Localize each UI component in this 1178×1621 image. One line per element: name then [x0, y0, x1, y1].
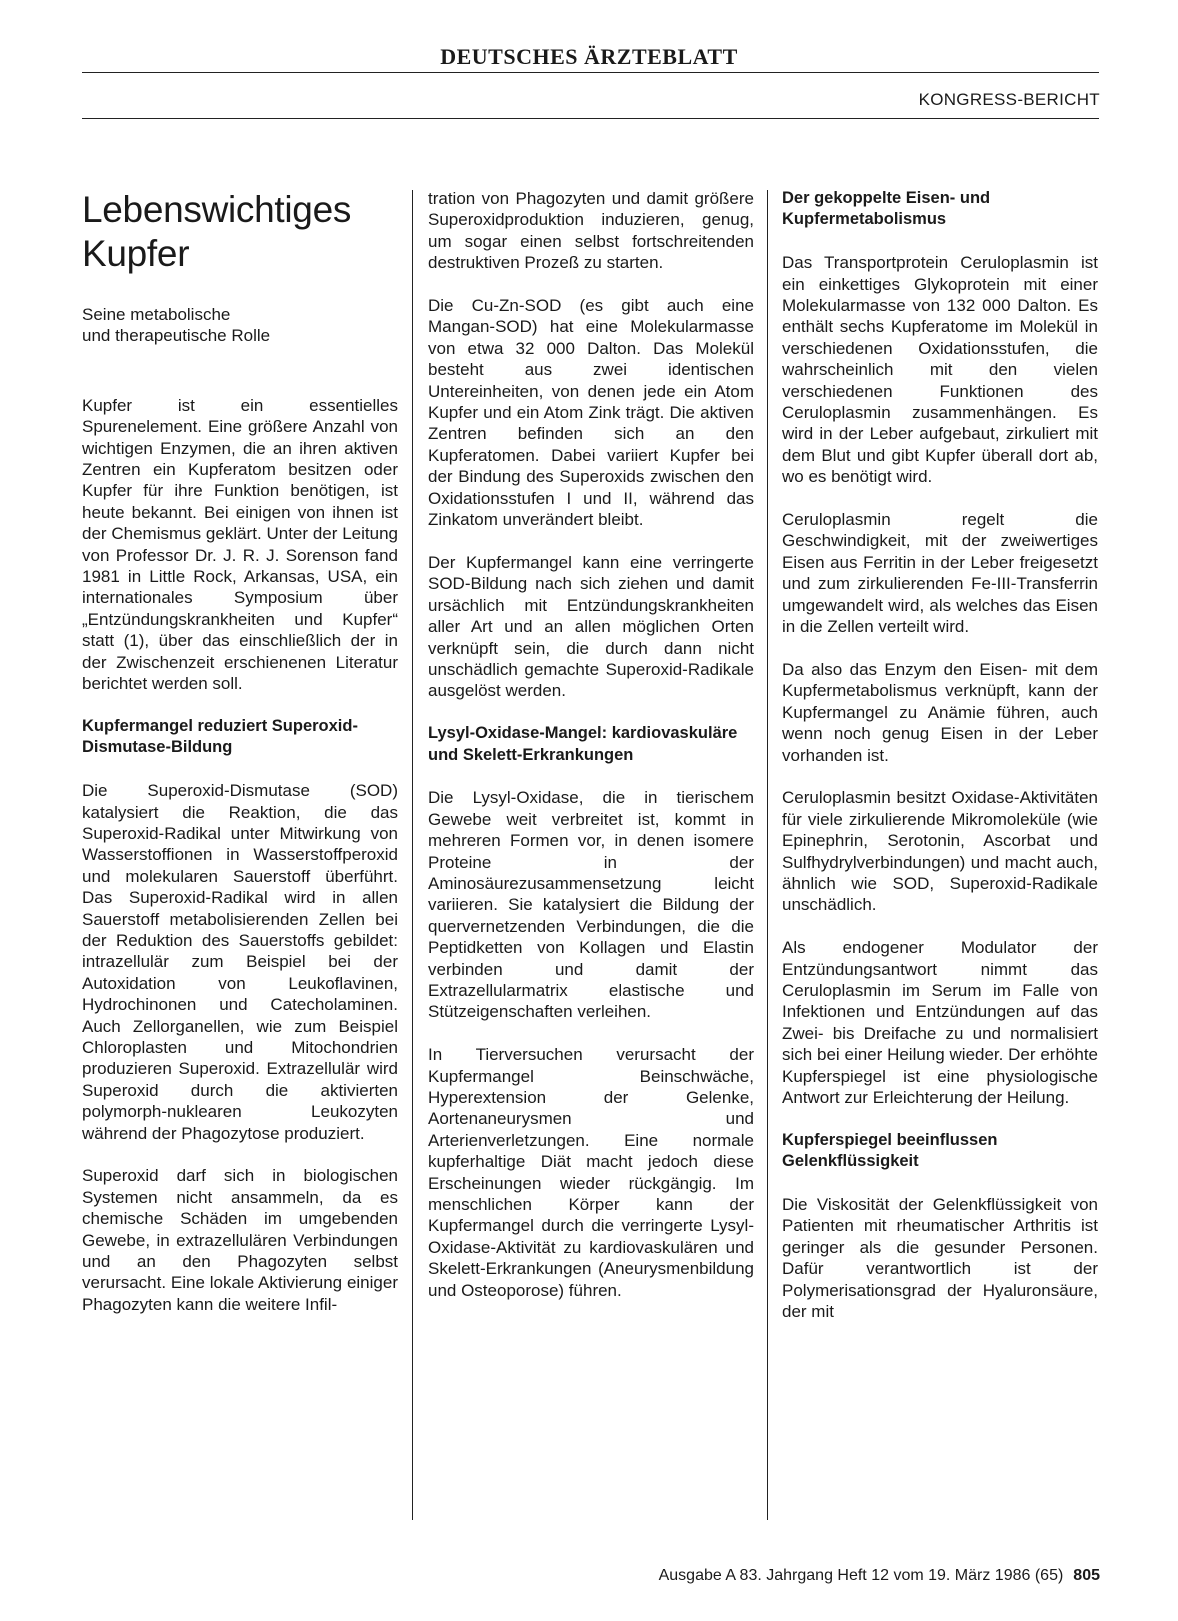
column-1	[82, 188, 398, 1337]
paragraph: Ceruloplasmin besitzt Oxidase-Aktivitäten für viele zirkulierende Mikromoleküle (wie Epinephrin, Serotonin, Ascorbat und Sulfhydrylverbindungen) und macht auch, ähnlich wie SOD, Superoxid-Radikale unschädlich.	[782, 788, 1098, 915]
section-rule	[82, 118, 1099, 119]
article-subtitle-line2: und therapeutische Rolle	[82, 326, 271, 346]
column-divider-right	[767, 190, 768, 1520]
paragraph: Die Lysyl-Oxidase, die in tierischem Gewebe weit verbreitet ist, kommt in mehreren Formen vor, in denen isomere Proteine in der Aminosäurezusammensetzung leicht variieren. Sie katalysiert die Bildung der quervernetzenden Verbindungen, die die Peptidketten von Kollagen und Elastin verbinden und damit der Extrazellularmatrix elastische und Stützeigenschaften verleihen.	[428, 788, 754, 1022]
column-3	[782, 188, 1098, 1344]
masthead: DEUTSCHES ÄRZTEBLATT	[440, 44, 738, 69]
column-1-body	[82, 395, 398, 1315]
paragraph: Da also das Enzym den Eisen- mit dem Kupfermetabolismus verknüpft, kann der Kupfermangel zu Anämie führen, auch wenn noch genug Eisen in der Leber vorhanden ist.	[782, 659, 1098, 765]
section-heading: Kupfermangel reduziert Superoxid-Dismutase-Bildung	[82, 716, 358, 757]
article-subtitle-line1: Seine metabolische	[82, 305, 231, 324]
column-2	[428, 188, 754, 1322]
article-title: Lebenswichtiges Kupfer	[82, 189, 352, 274]
section-heading: Der gekoppelte Eisen- und Kupfermetabolismus	[782, 189, 991, 229]
header-rule	[82, 72, 1099, 73]
paragraph: Als endogener Modulator der Entzündungsantwort nimmt das Ceruloplasmin im Serum im Falle von Infektionen und Entzündungen auf das Zwei- bis Dreifache zu und normalisiert sich bei einer Heilung wieder. Der erhöhte Kupferspiegel ist eine physiologische Antwort zur Erleichterung der Heilung.	[782, 938, 1098, 1107]
section-heading: Kupferspiegel beeinflussen Gelenkflüssigkeit	[782, 1130, 998, 1171]
section-heading: Lysyl-Oxidase-Mangel: kardiovaskuläre und Skelett-Erkrankungen	[428, 724, 738, 764]
page-number: 805	[1073, 1567, 1100, 1584]
paragraph: Der Kupfermangel kann eine verringerte SOD-Bildung nach sich ziehen und damit ursächlich mit Entzündungskrankheiten aller Art und an allen möglichen Orten verknüpft sein, die durch dann nicht unschädlich gemachte Superoxid-Radikale ausgelöst werden.	[428, 552, 754, 701]
paragraph: Die Cu-Zn-SOD (es gibt auch eine Mangan-SOD) hat eine Molekularmasse von etwa 32 000 Dalton. Das Molekül besteht aus zwei identischen Untereinheiten, von denen jede ein Atom Kupfer und ein Atom Zink trägt. Die aktiven Zentren befinden sich an den Kupferatomen. Dabei variiert Kupfer bei der Bindung des Superoxids zwischen den Oxidationsstufen I und II, während das Zinkatom unverändert bleibt.	[428, 296, 754, 530]
paragraph: Superoxid darf sich in biologischen Systemen nicht ansammeln, da es chemische Schäden im umgebenden Gewebe, in extrazellulären Verbindungen und an den Phagozyten selbst verursacht. Eine lokale Aktivierung einiger Phagozyten kann die weitere Infil-	[82, 1166, 398, 1314]
issue-info: Ausgabe A 83. Jahrgang Heft 12 vom 19. März 1986 (65)	[658, 1567, 1064, 1584]
column-divider-left	[412, 190, 413, 1520]
section-label: KONGRESS-BERICHT	[918, 90, 1100, 109]
paragraph: In Tierversuchen verursacht der Kupfermangel Beinschwäche, Hyperextension der Gelenke, Aortenaneurysmen und Arterienverletzungen. Eine normale kupferhaltige Diät macht jedoch diese Erscheinungen wieder rückgängig. Im menschlichen Körper kann der Kupfermangel durch die verringerte Lysyl-Oxidase-Aktivität zu kardiovaskulären und Skelett-Erkrankungen (Aneurysmenbildung und Osteoporose) führen.	[428, 1045, 754, 1300]
paragraph: tration von Phagozyten und damit größere Superoxidproduktion induzieren, genug, um sogar einen selbst fortschreitenden destruktiven Prozeß zu starten.	[428, 189, 754, 273]
paragraph: Ceruloplasmin regelt die Geschwindigkeit, mit der zweiwertiges Eisen aus Ferritin in der Leber freigesetzt und zum zirkulierenden Fe-III-Transferrin umgewandelt wird, als welches das Eisen in die Zellen verteilt wird.	[782, 510, 1098, 637]
paragraph: Kupfer ist ein essentielles Spurenelement. Eine größere Anzahl von wichtigen Enzymen, die an ihren aktiven Zentren ein Kupferatom besitzen oder Kupfer für ihre Funktion benötigen, ist heute bekannt. Bei einigen von ihnen ist der Chemismus geklärt. Unter der Leitung von Professor Dr. J. R. J. Sorenson fand 1981 in Little Rock, Arkansas, USA, ein internationales Symposium über „Entzündungskrankheiten und Kupfer“ statt (1), über das einschließlich der in der Zwischenzeit erschienenen Literatur berichtet werden soll.	[82, 395, 398, 694]
paragraph: Das Transportprotein Ceruloplasmin ist ein einkettiges Glykoprotein mit einer Molekularmasse von 132 000 Dalton. Es enthält sechs Kupferatome im Molekül in verschiedenen Oxidationsstufen, die wahrscheinlich mit den vielen verschiedenen Funktionen des Ceruloplasmin zusammenhängen. Es wird in der Leber aufgebaut, zirkuliert mit dem Blut und gibt Kupfer überall dort ab, wo es benötigt wird.	[782, 253, 1098, 487]
paragraph: Die Superoxid-Dismutase (SOD) katalysiert die Reaktion, die das Superoxid-Radikal unter Mitwirkung von Wasserstoffionen in Wasserstoffperoxid und molekularen Sauerstoff überführt. Das Superoxid-Radikal wird in allen Sauerstoff metabolisierenden Zellen bei der Reduktion des Sauerstoffs gebildet: intrazellulär zum Beispiel bei der Autoxidation von Leukoflavinen, Hydrochinonen und Catecholaminen. Auch Zellorganellen, wie zum Beispiel Chloroplasten und Mitochondrien produzieren Superoxid. Extrazellulär wird Superoxid durch die aktivierten polymorph-nuklearen Leukozyten während der Phagozytose produziert.	[82, 781, 398, 1143]
paragraph: Die Viskosität der Gelenkflüssigkeit von Patienten mit rheumatischer Arthritis ist geringer als die gesunder Personen. Dafür verantwortlich ist der Polymerisationsgrad der Hyaluronsäure, der mit	[782, 1194, 1098, 1322]
page-footer	[659, 1567, 1100, 1585]
